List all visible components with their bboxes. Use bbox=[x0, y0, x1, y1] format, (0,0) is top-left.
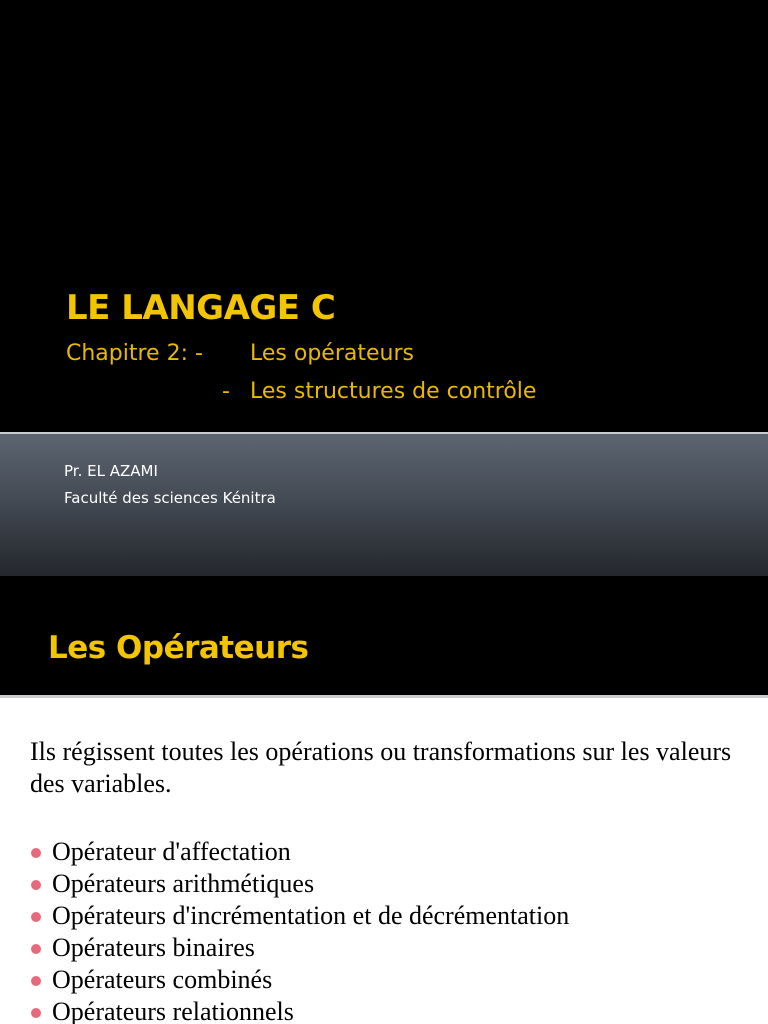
operator-list bbox=[0, 836, 569, 1024]
chapter-topic-control-structures: Les structures de contrôle bbox=[250, 379, 537, 404]
list-item bbox=[0, 964, 569, 996]
list-item bbox=[0, 996, 569, 1024]
chapter-topic-operators: Les opérateurs bbox=[250, 341, 414, 366]
list-item-text: Opérateurs relationnels bbox=[52, 997, 294, 1024]
bullet-icon bbox=[31, 880, 41, 890]
content-slide-title: Les Opérateurs bbox=[48, 630, 309, 666]
list-item-text: Opérateur d'affectation bbox=[52, 837, 291, 866]
list-item bbox=[0, 932, 569, 964]
list-item bbox=[0, 868, 569, 900]
list-item-text: Opérateurs binaires bbox=[52, 933, 255, 962]
slide-title: LE LANGAGE C bbox=[66, 288, 336, 328]
list-item-text: Opérateurs arithmétiques bbox=[52, 869, 315, 898]
bullet-icon bbox=[31, 976, 41, 986]
list-item-text: Opérateurs d'incrémentation et de décrémentation bbox=[52, 901, 570, 930]
bullet-icon bbox=[31, 848, 41, 858]
bullet-icon bbox=[31, 944, 41, 954]
chapter-dash: - bbox=[222, 379, 230, 404]
author-name: Pr. EL AZAMI bbox=[64, 462, 158, 480]
bullet-icon bbox=[31, 1008, 41, 1018]
list-item bbox=[0, 836, 569, 868]
list-item bbox=[0, 900, 569, 932]
list-item-text: Opérateurs combinés bbox=[52, 965, 273, 994]
bullet-icon bbox=[31, 912, 41, 922]
intro-paragraph: Ils régissent toutes les opérations ou transformations sur les valeurs des variables. bbox=[30, 737, 732, 798]
chapter-label: Chapitre 2: - bbox=[66, 341, 203, 366]
author-institution: Faculté des sciences Kénitra bbox=[64, 489, 276, 507]
